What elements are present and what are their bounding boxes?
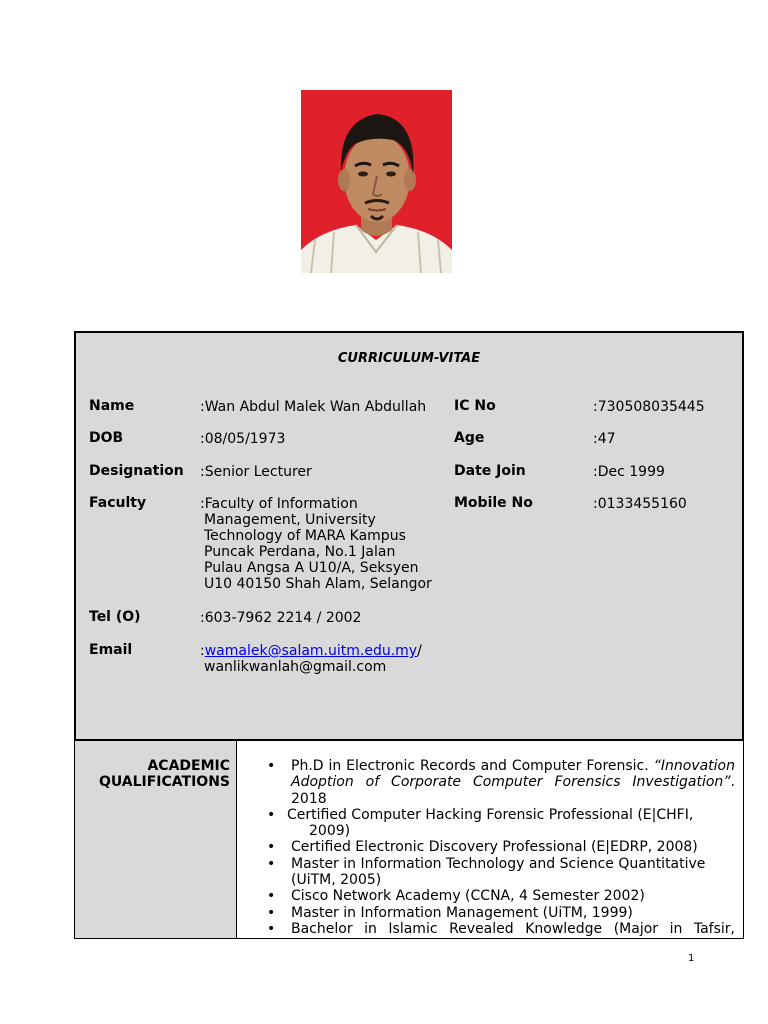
page-number: 1: [688, 953, 695, 964]
qualifications-table: [74, 739, 744, 939]
list-item: • Master in Information Management (UiTM, 1999): [265, 905, 735, 921]
mobile-value: :0133455160: [593, 496, 687, 512]
item-year: . 2018: [291, 774, 735, 807]
designation-value: :Senior Lecturer: [200, 464, 312, 480]
age-label: Age: [454, 430, 485, 446]
faculty-label: Faculty: [89, 495, 147, 511]
ic-value: :730508035445: [593, 399, 705, 415]
list-item: [265, 807, 735, 840]
item-text: Ph.D in Electronic Records and Computer Forensic.: [291, 758, 654, 774]
date-join-label: Date Join: [454, 463, 526, 479]
faculty-line: U10 40150 Shah Alam, Selangor: [204, 576, 432, 592]
cv-title: CURRICULUM-VITAE: [337, 351, 481, 366]
item-thesis-title: “Innovation Adoption of Corporate Computer Forensics Investigation”: [291, 758, 735, 791]
email-link[interactable]: wamalek@salam.uitm.edu.my: [204, 643, 418, 659]
faculty-line: :Faculty of Information: [200, 496, 358, 512]
email-separator: /: [417, 643, 422, 659]
item-text: Certified Computer Hacking Forensic Professional (E|CHFI,: [287, 806, 694, 823]
email-secondary: wanlikwanlah@gmail.com: [204, 659, 387, 675]
portrait-image: [301, 90, 452, 273]
list-item: • Certified Electronic Discovery Professional (E|EDRP, 2008): [265, 839, 735, 855]
ic-label: IC No: [454, 398, 496, 414]
qualifications-heading-cell: [75, 741, 237, 938]
faculty-value: [200, 496, 432, 592]
name-label: Name: [89, 398, 135, 414]
qualifications-list: [265, 758, 735, 937]
tel-value: :603-7962 2214 / 2002: [200, 610, 362, 626]
designation-label: Designation: [89, 463, 184, 479]
email-prefix: :: [200, 643, 205, 659]
tel-label: Tel (O): [89, 609, 141, 625]
list-item: [265, 758, 735, 807]
dob-label: DOB: [89, 430, 124, 446]
qualifications-heading: [99, 758, 230, 790]
faculty-line: Pulau Angsa A U10/A, Seksyen: [204, 560, 419, 576]
email-label: Email: [89, 642, 133, 658]
age-value: :47: [593, 431, 616, 447]
faculty-line: Management, University: [204, 512, 376, 528]
dob-value: :08/05/1973: [200, 431, 286, 447]
date-join-value: :Dec 1999: [593, 464, 665, 480]
mobile-label: Mobile No: [454, 495, 533, 511]
list-item: • Bachelor in Islamic Revealed Knowledge (Major in Tafsir,: [265, 921, 735, 937]
item-continuation: 2009): [309, 823, 351, 840]
profile-photo: [301, 90, 452, 273]
heading-line: QUALIFICATIONS: [98, 774, 230, 790]
heading-line: ACADEMIC: [147, 758, 230, 774]
list-item: • Master in Information Technology and Science Quantitative (UiTM, 2005): [265, 856, 735, 889]
faculty-line: Puncak Perdana, No.1 Jalan: [204, 544, 396, 560]
cv-info-panel: [74, 331, 744, 741]
name-value: :Wan Abdul Malek Wan Abdullah: [200, 399, 427, 415]
email-value: [200, 643, 422, 675]
list-item: • Cisco Network Academy (CCNA, 4 Semester 2002): [265, 888, 735, 904]
faculty-line: Technology of MARA Kampus: [204, 528, 406, 544]
